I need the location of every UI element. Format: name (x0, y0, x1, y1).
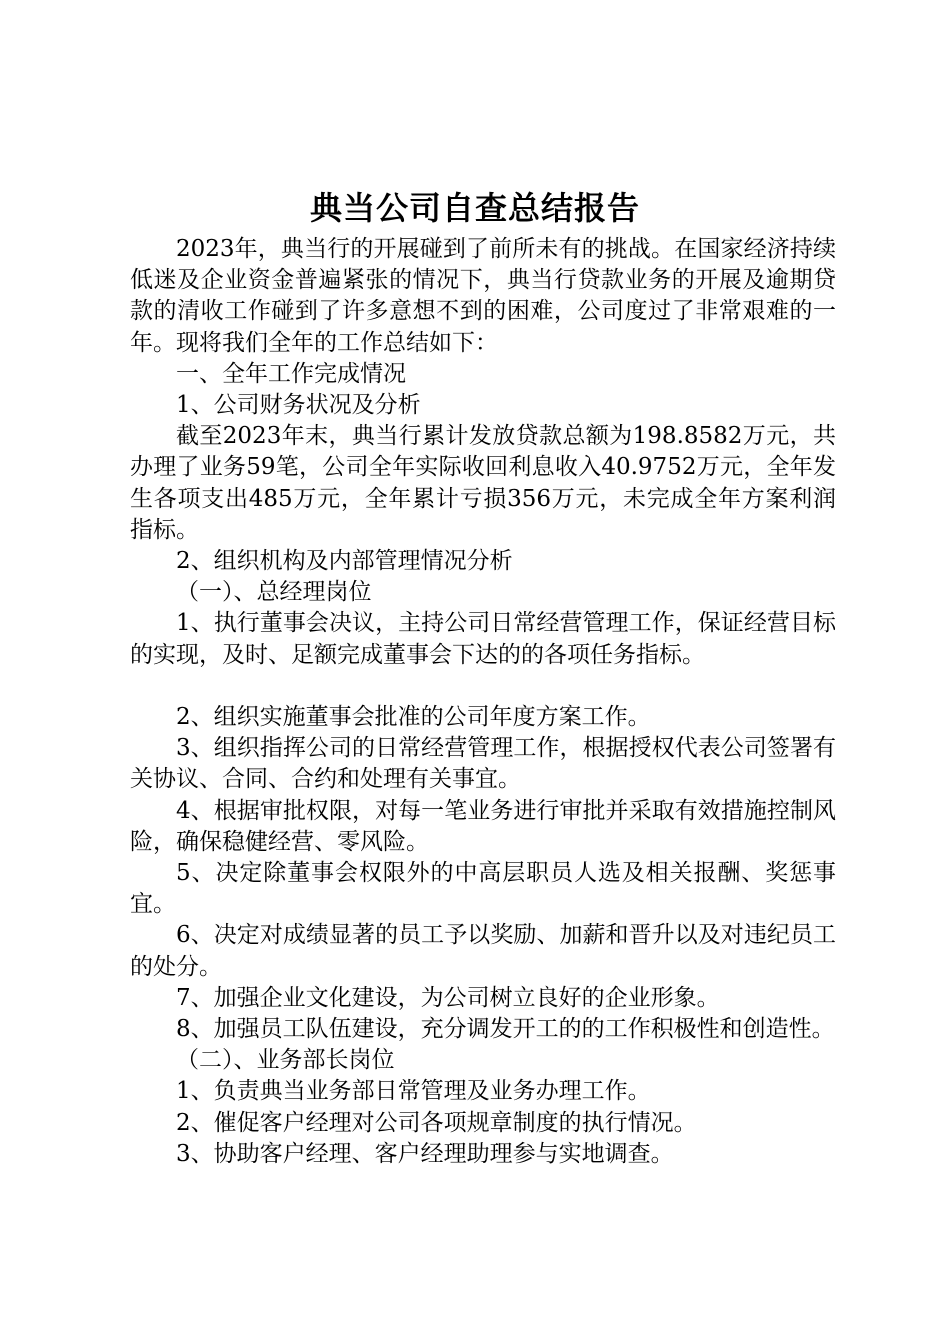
list-item: 5、决定除董事会权限外的中高层职员人选及相关报酬、奖惩事宜。 (130, 860, 836, 918)
list-item: 7、加强企业文化建设，为公司树立良好的企业形象。 (176, 984, 720, 1011)
document-body (130, 234, 836, 1170)
blank-line (130, 671, 836, 702)
role-heading-general-manager: （一）、总经理岗位 (176, 579, 372, 606)
finance-paragraph: 截至2023年末，典当行累计发放贷款总额为198.8582万元，共办理了业务59笔，公司全年实际收回利息收入40.9752万元，全年发生各项支出485万元，全年累计亏损356万元，未完成全年方案利润指标。 (130, 423, 836, 543)
intro-paragraph: 2023年，典当行的开展碰到了前所未有的挑战。在国家经济持续低迷及企业资金普遍紧张的情况下，典当行贷款业务的开展及逾期贷款的清收工作碰到了许多意想不到的困难，公司度过了非常艰难的一年。现将我们全年的工作总结如下： (130, 236, 836, 356)
document-title: 典当公司自查总结报告 (309, 189, 640, 227)
list-item: 6、决定对成绩显著的员工予以奖励、加薪和晋升以及对违纪员工的处分。 (130, 922, 836, 980)
list-item: 1、执行董事会决议，主持公司日常经营管理工作，保证经营目标的实现，及时、足额完成董事会下达的的各项任务指标。 (130, 610, 836, 668)
list-item: 8、加强员工队伍建设，充分调发开工的的工作积极性和创造性。 (176, 1016, 835, 1043)
section-heading-annual-work: 一、全年工作完成情况 (176, 360, 406, 387)
list-item: 2、催促客户经理对公司各项规章制度的执行情况。 (176, 1109, 697, 1136)
list-item: 1、负责典当业务部日常管理及业务办理工作。 (176, 1078, 651, 1105)
list-item: 3、协助客户经理、客户经理助理参与实地调查。 (176, 1140, 674, 1167)
subsection-heading-organization: 2、组织机构及内部管理情况分析 (176, 548, 513, 575)
list-item: 4、根据审批权限，对每一笔业务进行审批并采取有效措施控制风险，确保稳健经营、零风险。 (130, 797, 836, 855)
subsection-heading-finance: 1、公司财务状况及分析 (176, 392, 421, 419)
list-item: 2、组织实施董事会批准的公司年度方案工作。 (176, 704, 651, 731)
list-item: 3、组织指挥公司的日常经营管理工作，根据授权代表公司签署有关协议、合同、合约和处理有关事宜。 (130, 735, 836, 793)
role-heading-business-director: （二）、业务部长岗位 (176, 1047, 395, 1074)
